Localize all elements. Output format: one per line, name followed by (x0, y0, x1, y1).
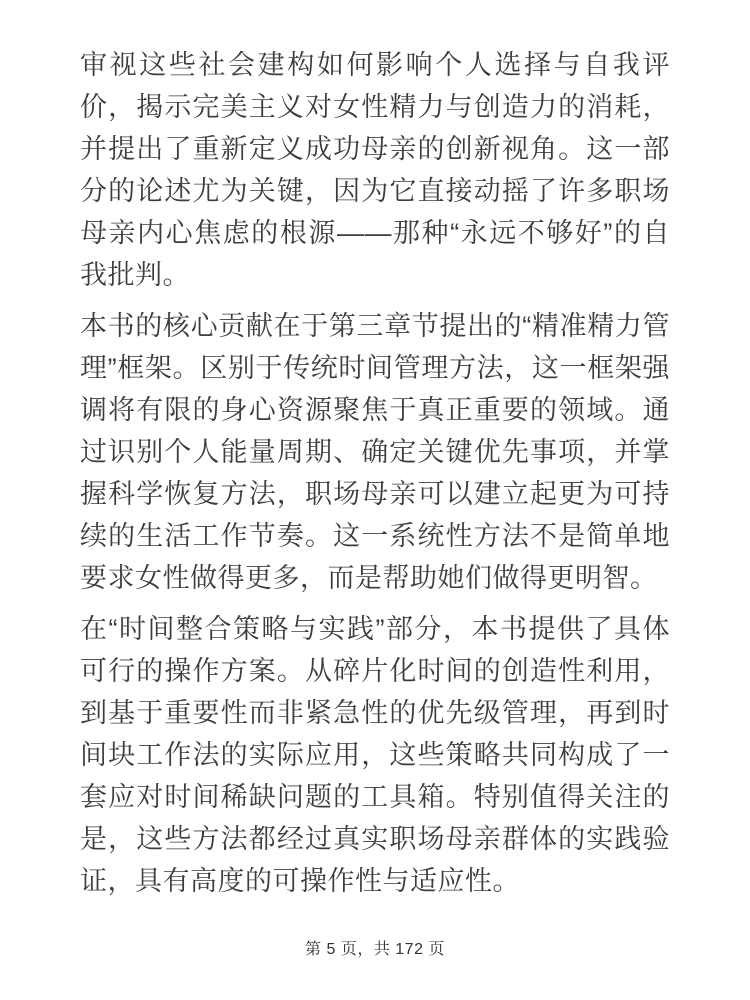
paragraph-1: 审视这些社会建构如何影响个人选择与自我评价，揭示完美主义对女性精力与创造力的消耗，并提出了重新定义成功母亲的创新视角。这一部分的论述尤为关键，因为它直接动摇了许多职场母亲内心焦虑的根源——那种“永远不够好”的自我批判。 (80, 50, 670, 290)
paragraph-3: 在“时间整合策略与实践”部分，本书提供了具体可行的操作方案。从碎片化时间的创造性利用，到基于重要性而非紧急性的优先级管理，再到时间块工作法的实际应用，这些策略共同构成了一套应对时间稀缺问题的工具箱。特别值得关注的是，这些方法都经过真实职场母亲群体的实践验证，具有高度的可操作性与适应性。 (80, 614, 670, 896)
paragraph-2: 本书的核心贡献在于第三章节提出的“精准精力管理”框架。区别于传统时间管理方法，这一框架强调将有限的身心资源聚焦于真正重要的领域。通过识别个人能量周期、确定关键优先事项，并掌握科学恢复方法，职场母亲可以建立起更为可持续的生活工作节奏。这一系统性方法不是简单地要求女性做得更多，而是帮助她们做得更明智。 (80, 311, 670, 593)
page-content (80, 44, 670, 911)
page-number-label: 第 5 页，共 172 页 (305, 941, 445, 958)
page-footer (0, 940, 750, 960)
